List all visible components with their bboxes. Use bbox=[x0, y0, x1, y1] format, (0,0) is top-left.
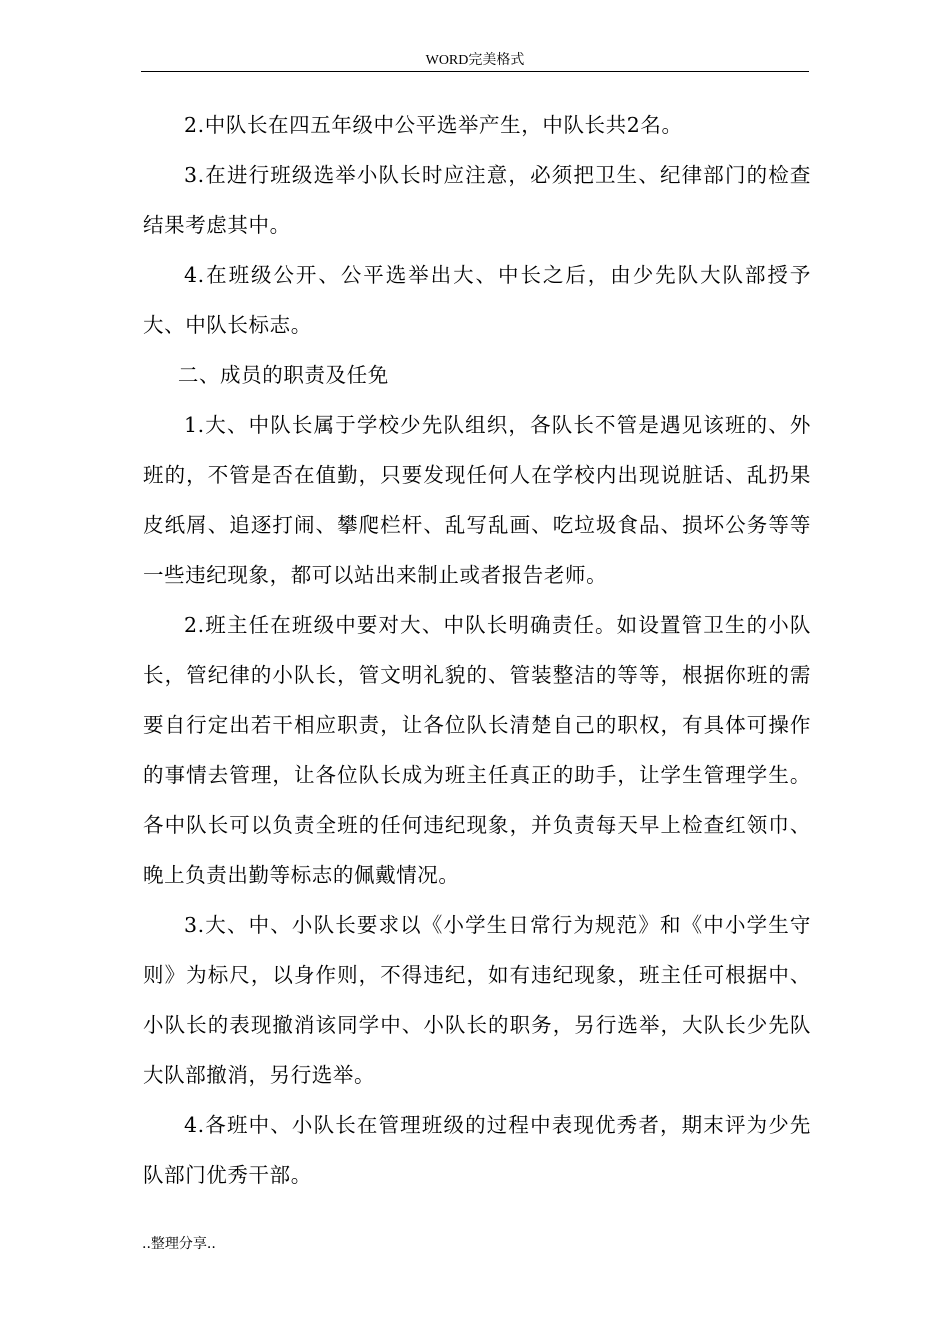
paragraph: 2.中队长在四五年级中公平选举产生，中队长共2名。 bbox=[184, 113, 683, 137]
paragraph: 4.各班中、小队长在管理班级的过程中表现优秀者，期末评为少先队部门优秀干部。 bbox=[143, 1113, 811, 1187]
paragraph: 4.在班级公开、公平选举出大、中长之后，由少先队大队部授予大、中队长标志。 bbox=[143, 263, 811, 337]
paragraph: 1.大、中队长属于学校少先队组织，各队长不管是遇见该班的、外班的，不管是否在值勤，只要发现任何人在学校内出现说脏话、乱扔果皮纸屑、追逐打闹、攀爬栏杆、乱写乱画、吃垃圾食品、损坏公务等等一些违纪现象，都可以站出来制止或者报告老师。 bbox=[143, 413, 811, 587]
document-body bbox=[143, 100, 811, 1200]
page-footer-note: ..整理分享.. bbox=[142, 1236, 216, 1252]
header-divider bbox=[141, 71, 809, 72]
paragraph: 3.大、中、小队长要求以《小学生日常行为规范》和《中小学生守则》为标尺，以身作则，不得违纪，如有违纪现象，班主任可根据中、小队长的表现撤消该同学中、小队长的职务，另行选举，大队长少先队大队部撤消，另行选举。 bbox=[143, 913, 811, 1087]
section-heading: 二、成员的职责及任免 bbox=[177, 363, 389, 387]
page-header-title: WORD完美格式 bbox=[425, 53, 525, 68]
paragraph: 2.班主任在班级中要对大、中队长明确责任。如设置管卫生的小队长，管纪律的小队长，管文明礼貌的、管装整洁的等等，根据你班的需要自行定出若干相应职责，让各位队长清楚自己的职权，有具体可操作的事情去管理，让各位队长成为班主任真正的助手，让学生管理学生。各中队长可以负责全班的任何违纪现象，并负责每天早上检查红领巾、晚上负责出勤等标志的佩戴情况。 bbox=[143, 613, 811, 887]
paragraph: 3.在进行班级选举小队长时应注意，必须把卫生、纪律部门的检查结果考虑其中。 bbox=[143, 163, 811, 237]
